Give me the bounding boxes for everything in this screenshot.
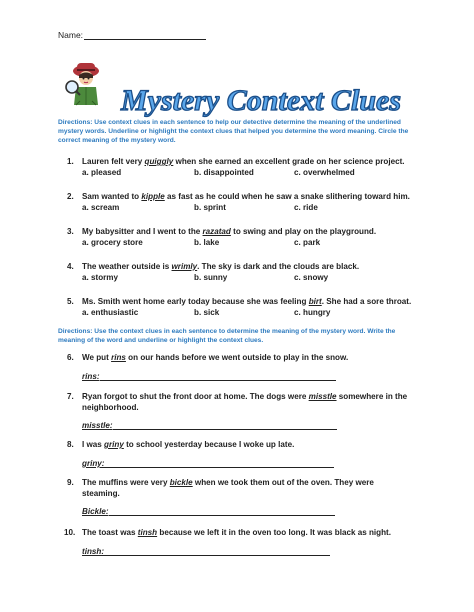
answer-line[interactable] [104, 547, 330, 556]
question-5: 5. Ms. Smith went home early today because she was feeling birt. She had a sore throat. [67, 297, 412, 306]
question-number: 3. [67, 227, 74, 236]
title-text: Mystery Context Clues [120, 84, 402, 117]
answer-label: rins: [82, 372, 100, 381]
answer-line[interactable] [104, 459, 334, 468]
answer-7 [82, 421, 337, 430]
question-1-options [82, 168, 412, 179]
mystery-word: griny [104, 440, 124, 449]
answer-line[interactable] [109, 507, 335, 516]
answer-9 [82, 507, 335, 516]
mystery-word: tinsh [137, 528, 158, 537]
question-7: 7. Ryan forgot to shut the front door at home. The dogs were misstle somewhere in the neighborhood. [67, 392, 408, 412]
answer-label: tinsh: [82, 547, 105, 556]
question-3-options [82, 238, 412, 249]
option-a[interactable]: a. scream [82, 203, 120, 212]
question-4-options [82, 273, 412, 284]
option-b[interactable]: b. sprint [194, 203, 226, 212]
answer-label: Bickle: [82, 507, 109, 516]
worksheet-title [106, 82, 416, 118]
question-number: 2. [67, 192, 74, 201]
question-number: 7. [67, 392, 74, 401]
name-input-line[interactable] [84, 31, 206, 40]
answer-line[interactable] [100, 372, 336, 381]
option-c[interactable]: c. hungry [294, 308, 331, 317]
mystery-word: birt [308, 297, 322, 306]
answer-10 [82, 547, 330, 556]
question-2-options [82, 203, 412, 214]
mystery-word: kipple [141, 192, 165, 201]
question-number: 1. [67, 157, 74, 166]
answer-label: misstle: [82, 421, 113, 430]
detective-illustration [64, 57, 112, 107]
option-b[interactable]: b. sunny [194, 273, 228, 282]
option-b[interactable]: b. lake [194, 238, 220, 247]
mystery-word: rins [111, 353, 126, 362]
option-c[interactable]: c. overwhelmed [294, 168, 355, 177]
question-number: 8. [67, 440, 74, 449]
question-number: 6. [67, 353, 74, 362]
mystery-word: misstle [308, 392, 337, 401]
option-a[interactable]: a. grocery store [82, 238, 143, 247]
question-5-options [82, 308, 412, 319]
option-c[interactable]: c. ride [294, 203, 318, 212]
part2-directions: Directions: Use the context clues in each sentence to determine the meaning of the mystery word. Write the meaning of the word and underline or highlight the context clues. [58, 328, 396, 345]
question-4: 4. The weather outside is wrimly. The sky is dark and the clouds are black. [67, 262, 360, 271]
name-label: Name: [58, 30, 84, 40]
question-number: 9. [67, 478, 74, 487]
mystery-word: quiggly [144, 157, 174, 166]
question-2: 2. Sam wanted to kipple as fast as he could when he saw a snake slithering toward him. [67, 192, 410, 201]
question-number: 4. [67, 262, 74, 271]
option-b[interactable]: b. disappointed [194, 168, 254, 177]
answer-line[interactable] [113, 421, 337, 430]
name-row [58, 30, 206, 40]
option-b[interactable]: b. sick [194, 308, 220, 317]
answer-6 [82, 372, 336, 381]
mystery-word: bickle [169, 478, 193, 487]
question-6: 6. We put rins on our hands before we went outside to play in the snow. [67, 353, 349, 362]
option-c[interactable]: c. park [294, 238, 321, 247]
question-8: 8. I was griny to school yesterday because I woke up late. [67, 440, 295, 449]
answer-8 [82, 459, 334, 468]
question-number: 5. [67, 297, 74, 306]
question-9: 9. The muffins were very bickle when we took them out of the oven. They were steaming. [67, 478, 374, 498]
answer-label: griny: [82, 459, 105, 468]
mystery-word: razatad [202, 227, 231, 236]
option-a[interactable]: a. enthusiastic [82, 308, 139, 317]
question-number: 10. [64, 528, 76, 537]
option-a[interactable]: a. pleased [82, 168, 122, 177]
mystery-word: wrimly [171, 262, 198, 271]
question-1: 1. Lauren felt very quiggly when she earned an excellent grade on her science project. [67, 157, 405, 166]
option-c[interactable]: c. snowy [294, 273, 329, 282]
option-a[interactable]: a. stormy [82, 273, 118, 282]
part1-directions: Directions: Use context clues in each sentence to help our detective determine the meaning of the underlined mystery words. Underline or highlight the context clues that helped you determine the word meaning. Circle the correct meaning of the mystery word. [58, 119, 409, 145]
question-10: 10. The toast was tinsh because we left it in the oven too long. It was black as night. [64, 528, 391, 537]
question-3: 3. My babysitter and I went to the razatad to swing and play on the playground. [67, 227, 377, 236]
